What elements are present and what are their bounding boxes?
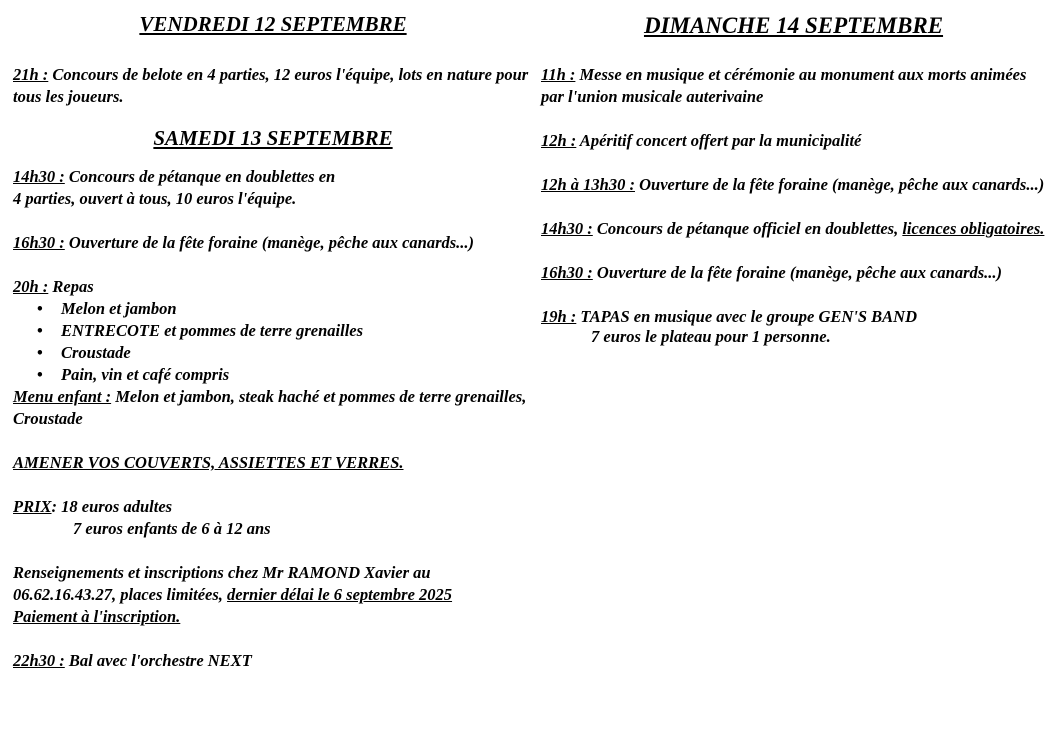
event-time: 12h : [541, 131, 577, 150]
amener-notice: AMENER VOS COUVERTS, ASSIETTES ET VERRES. [13, 453, 404, 472]
event-text: Ouverture de la fête foraine (manège, pêche aux canards...) [634, 175, 1045, 194]
event-foraine-midi [541, 174, 1046, 196]
left-column [13, 10, 533, 672]
event-text: Repas [48, 277, 94, 296]
dernier-delai: dernier délai le 6 septembre 2025 [227, 585, 453, 604]
event-messe [541, 64, 1046, 108]
event-time: 14h30 : [541, 219, 593, 238]
event-time: 16h30 : [13, 233, 65, 252]
event-text: Concours de pétanque officiel en doublettes, [592, 219, 903, 238]
event-text: Bal avec l'orchestre NEXT [64, 651, 252, 670]
event-time: 11h : [541, 65, 576, 84]
tapas-plateau: 7 euros le plateau pour 1 personne. [591, 327, 831, 346]
event-petanque-dimanche [541, 218, 1046, 240]
event-time: 16h30 : [541, 263, 593, 282]
event-text: Concours de belote en 4 parties, 12 euros l'équipe, lots en nature pour tous les joueurs. [13, 65, 529, 106]
day-title-samedi: SAMEDI 13 SEPTEMBRE [153, 126, 393, 150]
prix-adultes: 18 euros adultes [57, 497, 173, 516]
menu-enfant-text: Melon et jambon, steak haché et pommes de terre grenailles, Croustade [13, 387, 527, 428]
event-tapas [541, 306, 1046, 328]
prix-label: PRIX [13, 497, 52, 516]
day-title-dimanche: DIMANCHE 14 SEPTEMBRE [643, 13, 944, 38]
event-text: TAPAS en musique avec le groupe GEN'S BAND [576, 307, 918, 326]
event-foraine-dimanche [541, 262, 1046, 284]
event-time: 21h : [13, 65, 49, 84]
event-text-line2: 4 parties, ouvert à tous, 10 euros l'équipe. [13, 189, 297, 208]
event-time: 19h : [541, 307, 577, 326]
event-belote [13, 64, 533, 108]
menu-enfant [13, 386, 533, 430]
list-item: • ENTRECOTE et pommes de terre grenailles [37, 320, 533, 342]
event-repas [13, 276, 533, 298]
renseignements-text: Renseignements et inscriptions chez Mr RAMOND Xavier au 06.62.16.43.27, places limitées, [13, 563, 431, 604]
event-text: Messe en musique et cérémonie au monument aux morts animées par l'union musicale auterivaine [541, 65, 1027, 106]
list-item: • Pain, vin et café compris [37, 364, 533, 386]
prix [13, 496, 533, 518]
event-time: 22h30 : [13, 651, 65, 670]
event-text: Concours de pétanque en doublettes en [64, 167, 336, 186]
menu-enfant-label: Menu enfant : [13, 387, 112, 406]
event-petanque-samedi [13, 166, 533, 210]
repas-menu-list [13, 298, 533, 386]
list-item: • Melon et jambon [37, 298, 533, 320]
event-foraine-samedi [13, 232, 533, 254]
event-time: 20h : [13, 277, 49, 296]
list-item: • Croustade [37, 342, 533, 364]
event-text: Apéritif concert offert par la municipalité [576, 131, 862, 150]
prix-sep: : [51, 497, 58, 516]
renseignements [13, 562, 533, 606]
right-column [541, 10, 1046, 346]
event-time: 14h30 : [13, 167, 65, 186]
event-text: Ouverture de la fête foraine (manège, pêche aux canards...) [64, 233, 475, 252]
event-text: Ouverture de la fête foraine (manège, pêche aux canards...) [592, 263, 1003, 282]
event-bal [13, 650, 533, 672]
day-title-vendredi: VENDREDI 12 SEPTEMBRE [139, 12, 407, 36]
paiement-notice: Paiement à l'inscription. [13, 607, 181, 626]
prix-enfants: 7 euros enfants de 6 à 12 ans [73, 519, 271, 538]
licences-notice: licences obligatoires. [902, 219, 1045, 238]
event-time: 12h à 13h30 : [541, 175, 635, 194]
event-aperitif [541, 130, 1046, 152]
